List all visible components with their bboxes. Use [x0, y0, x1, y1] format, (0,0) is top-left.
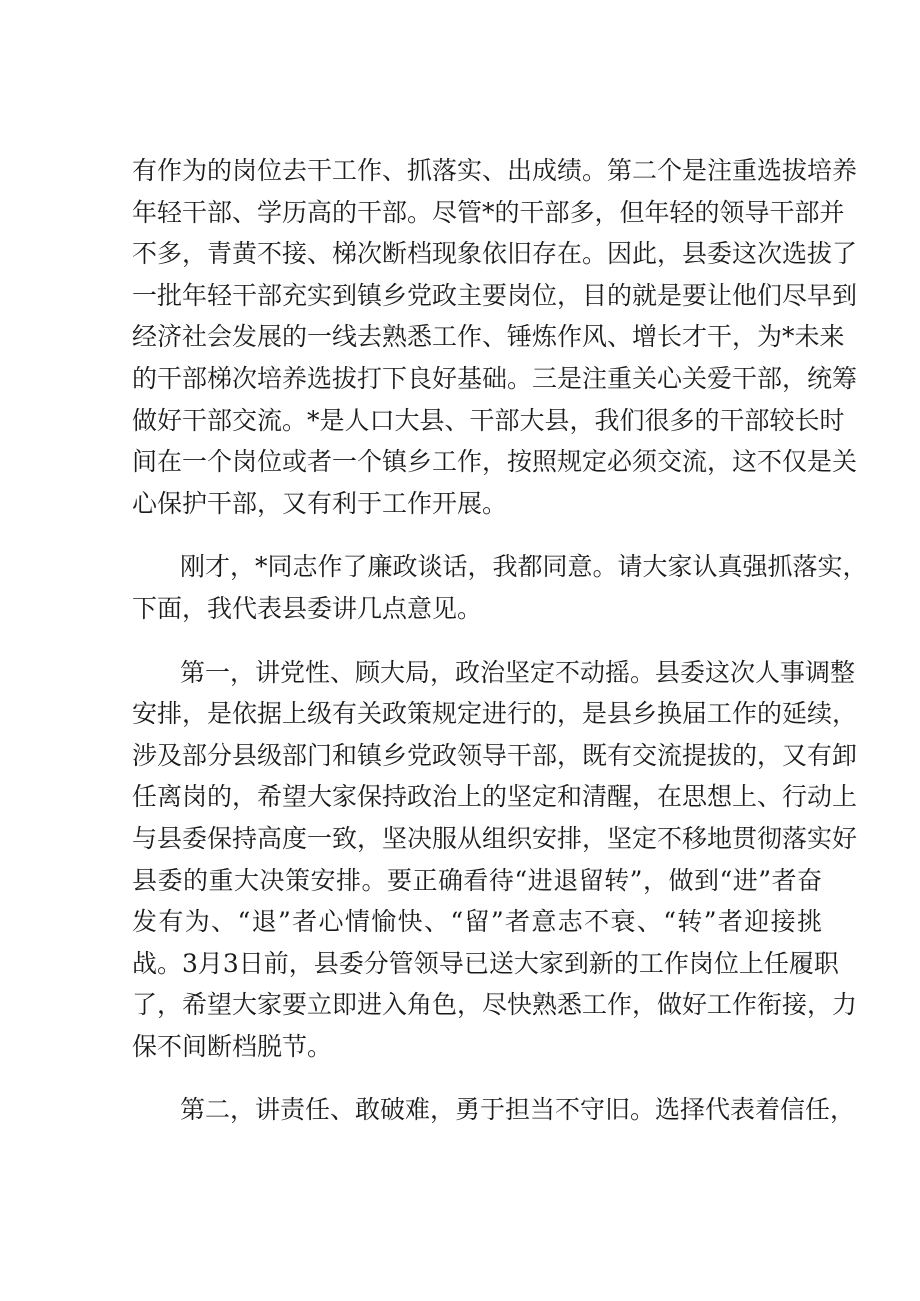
text-line: 涉及部分县级部门和镇乡党政领导干部，既有交流提拔的，又有卸	[132, 740, 858, 770]
document-body	[132, 150, 868, 1131]
text-line: 经济社会发展的一线去熟悉工作、锤炼作风、增长才干，为*未来	[132, 322, 845, 352]
text-line: 年轻干部、学历高的干部。尽管*的干部多，但年轻的领导干部并	[132, 197, 845, 227]
text-line: 有作为的岗位去干工作、抓落实、出成绩。第二个是注重选拔培养	[132, 156, 858, 185]
text-line: 的干部梯次培养选拔打下良好基础。三是注重关心关爱干部，统筹	[132, 363, 858, 393]
text-line: 一批年轻干部充实到镇乡党政主要岗位，目的就是要让他们尽早到	[132, 280, 858, 310]
paragraph-gap	[132, 630, 822, 652]
text-line: 了，希望大家要立即进入角色，尽快熟悉工作，做好工作衔接，力	[132, 990, 858, 1020]
text-line: 做好干部交流。*是人口大县、干部大县，我们很多的干部较长时	[132, 405, 845, 435]
paragraph	[132, 546, 868, 629]
text-line: 心保护干部，又有利于工作开展。	[132, 488, 508, 518]
paragraph	[132, 1089, 856, 1131]
paragraph	[132, 652, 858, 1068]
paragraph-gap	[132, 524, 822, 546]
text-line: 间在一个岗位或者一个镇乡工作，按照规定必须交流，这不仅是关	[132, 447, 858, 477]
paragraph-gap	[132, 1067, 822, 1089]
text-line: 刚才，*同志作了廉政谈话，我都同意。请大家认真强抓落实，	[180, 552, 868, 582]
text-line: 第一，讲党性、顾大局，政治坚定不动摇。县委这次人事调整	[180, 657, 856, 687]
text-line: 县委的重大决策安排。要正确看待“进退留转”，做到“进”者奋	[132, 865, 822, 895]
text-line: 发有为、“退”者心情愉快、“留”者意志不衰、“转”者迎接挑	[132, 907, 822, 937]
text-line: 任离岗的，希望大家保持政治上的坚定和清醒，在思想上、行动上	[132, 782, 858, 812]
text-line: 安排，是依据上级有关政策规定进行的，是县乡换届工作的延续，	[132, 699, 858, 729]
text-line: 下面，我代表县委讲几点意见。	[132, 593, 483, 623]
text-line: 不多，青黄不接、梯次断档现象依旧存在。因此，县委这次选拔了	[132, 239, 858, 269]
text-line: 与县委保持高度一致，坚决服从组织安排，坚定不移地贯彻落实好	[132, 823, 858, 853]
text-line: 战。3月3日前，县委分管领导已送大家到新的工作岗位上任履职	[132, 948, 839, 978]
paragraph	[132, 150, 858, 524]
text-line: 保不间断档脱节。	[132, 1031, 333, 1061]
text-line: 第二，讲责任、敢破难，勇于担当不守旧。选择代表着信任，	[180, 1095, 856, 1125]
